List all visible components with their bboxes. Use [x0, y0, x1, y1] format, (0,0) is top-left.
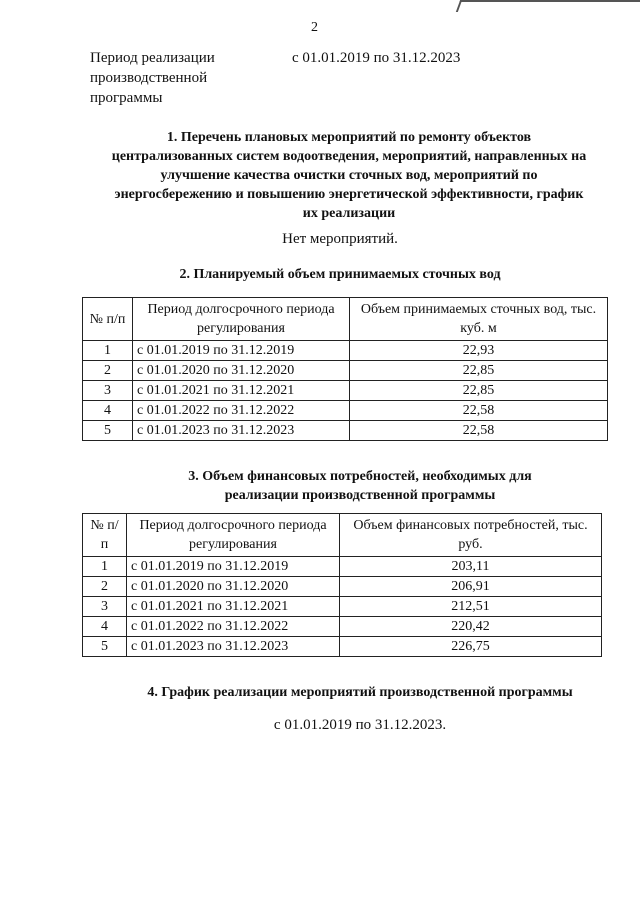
row-period: с 01.01.2023 по 31.12.2023	[127, 637, 340, 657]
row-volume: 22,58	[350, 401, 608, 421]
row-amount: 203,11	[340, 557, 602, 577]
wastewater-volume-table	[82, 297, 608, 441]
row-number: 2	[83, 577, 127, 597]
row-volume: 22,85	[350, 361, 608, 381]
row-period: с 01.01.2023 по 31.12.2023	[133, 421, 350, 441]
row-amount: 226,75	[340, 637, 602, 657]
row-period: с 01.01.2020 по 31.12.2020	[127, 577, 340, 597]
section4-title: 4. График реализации мероприятий производственной программы	[147, 685, 573, 700]
row-volume: 22,85	[350, 381, 608, 401]
financial-needs-table	[82, 513, 602, 657]
row-number: 1	[83, 341, 133, 361]
row-volume: 22,58	[350, 421, 608, 441]
row-period: с 01.01.2020 по 31.12.2020	[133, 361, 350, 381]
table-row	[83, 577, 602, 597]
page-number: 2	[311, 20, 318, 35]
section1-title: 1. Перечень плановых мероприятий по ремонту объектов централизованных систем водоотведения, мероприятий, направленных на улучшение качества очистки сточных вод, мероприятий по энергосбережению и повышению энергетической эффективности, график их реализации	[111, 130, 587, 221]
row-amount: 220,42	[340, 617, 602, 637]
row-number: 4	[83, 401, 133, 421]
row-amount: 206,91	[340, 577, 602, 597]
row-period: с 01.01.2019 по 31.12.2019	[133, 341, 350, 361]
table-row	[83, 341, 608, 361]
program-period-value: с 01.01.2019 по 31.12.2023	[292, 50, 461, 66]
section4-period: с 01.01.2019 по 31.12.2023.	[273, 717, 447, 733]
table-row	[83, 401, 608, 421]
row-number: 5	[83, 637, 127, 657]
row-number: 3	[83, 381, 133, 401]
row-period: с 01.01.2021 по 31.12.2021	[133, 381, 350, 401]
table-row	[83, 557, 602, 577]
table-row	[83, 617, 602, 637]
header-number: № п/п	[83, 298, 133, 341]
table-row	[83, 637, 602, 657]
section1-note: Нет мероприятий.	[282, 231, 398, 247]
row-number: 3	[83, 597, 127, 617]
row-period: с 01.01.2022 по 31.12.2022	[127, 617, 340, 637]
row-period: с 01.01.2019 по 31.12.2019	[127, 557, 340, 577]
table-row	[83, 597, 602, 617]
section3-title: 3. Объем финансовых потребностей, необходимых для реализации производственной программы	[188, 469, 532, 503]
table-header-row	[83, 514, 602, 557]
header-period: Период долгосрочного периода регулирования	[133, 298, 350, 341]
table-header-row	[83, 298, 608, 341]
program-period-label: Период реализации производственной программы	[90, 50, 215, 106]
header-number: № п/п	[83, 514, 127, 557]
scan-edge-mark	[456, 0, 640, 12]
header-volume: Объем принимаемых сточных вод, тыс. куб. м	[350, 298, 608, 341]
table-row	[83, 361, 608, 381]
row-period: с 01.01.2021 по 31.12.2021	[127, 597, 340, 617]
row-amount: 212,51	[340, 597, 602, 617]
row-volume: 22,93	[350, 341, 608, 361]
row-number: 1	[83, 557, 127, 577]
header-financial-volume: Объем финансовых потребностей, тыс. руб.	[340, 514, 602, 557]
row-period: с 01.01.2022 по 31.12.2022	[133, 401, 350, 421]
row-number: 5	[83, 421, 133, 441]
table-row	[83, 381, 608, 401]
row-number: 4	[83, 617, 127, 637]
row-number: 2	[83, 361, 133, 381]
header-period: Период долгосрочного периода регулирования	[127, 514, 340, 557]
section2-title: 2. Планируемый объем принимаемых сточных вод	[179, 267, 501, 282]
table-row	[83, 421, 608, 441]
